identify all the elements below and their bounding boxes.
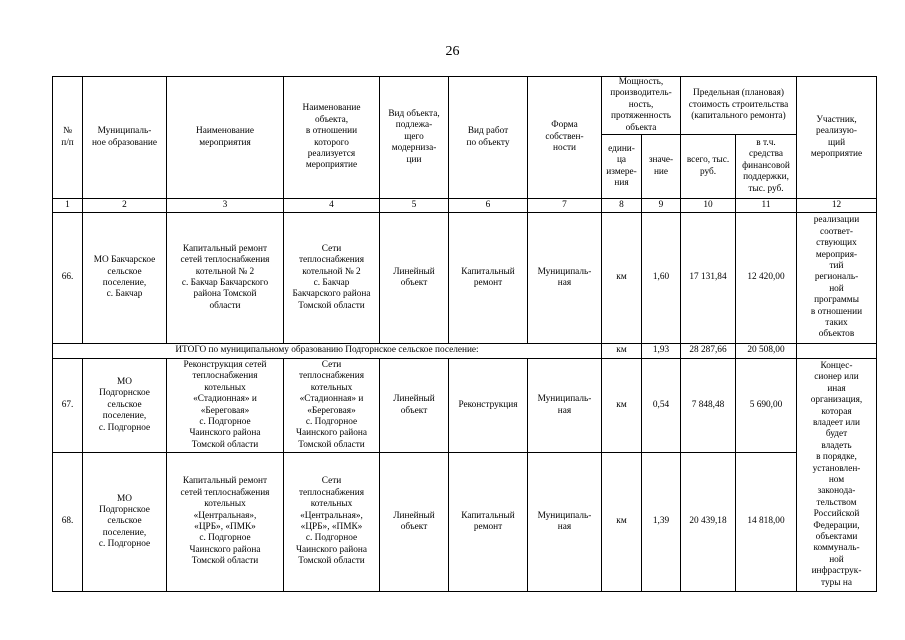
column-number: 9 [642,199,681,213]
header-total: всего, тыс. руб. [681,135,736,199]
column-number: 7 [528,199,602,213]
header-object: Наименование объекта, в отношении которого реализуется мероприятие [284,77,380,199]
header-participant: Участник, реализую- щий мероприятие [797,77,877,199]
row-unit: км [602,453,642,592]
row-measure: Капитальный ремонт сетей теплоснабжения котельной № 2 с. Бакчар Бакчарского района Томской области [167,213,284,344]
row-unit: км [602,359,642,453]
total-participant-empty [797,344,877,359]
total-unit: км [602,344,642,359]
column-number: 11 [736,199,797,213]
row-ownership: Муниципаль- ная [528,453,602,592]
column-number: 8 [602,199,642,213]
header-row [53,77,877,135]
row-total: 17 131,84 [681,213,736,344]
row-measure: Реконструкция сетей теплоснабжения котельных «Стадионная» и «Береговая» с. Подгорное Чаинского района Томской области [167,359,284,453]
row-work-type: Капитальный ремонт [449,453,528,592]
row-object: Сети теплоснабжения котельных «Стадионная» и «Береговая» с. Подгорное Чаинского района Томской области [284,359,380,453]
header-cost-group: Предельная (плановая) стоимость строительства (капитального ремонта) [681,77,797,135]
column-number: 4 [284,199,380,213]
column-number: 10 [681,199,736,213]
total-value: 1,93 [642,344,681,359]
column-number: 6 [449,199,528,213]
row-object-type: Линейный объект [380,213,449,344]
row-total: 20 439,18 [681,453,736,592]
column-number: 5 [380,199,449,213]
header-capacity-group: Мощность, производитель- ность, протяженность объекта [602,77,681,135]
header-num: № п/п [53,77,83,199]
row-measure: Капитальный ремонт сетей теплоснабжения котельных «Центральная», «ЦРБ», «ПМК» с. Подгорное Чаинского района Томской области [167,453,284,592]
row-object-type: Линейный объект [380,453,449,592]
row-value: 0,54 [642,359,681,453]
header-ownership: Форма собствен- ности [528,77,602,199]
column-number: 2 [83,199,167,213]
table-row [53,213,877,344]
row-participant: реализации соответ- ствующих мероприя- тий региональ- ной программы в отношении таких объектов [797,213,877,344]
row-work-type: Реконструкция [449,359,528,453]
header-measure: Наименование мероприятия [167,77,284,199]
row-unit: км [602,213,642,344]
row-object: Сети теплоснабжения котельной № 2 с. Бакчар Бакчарского района Томской области [284,213,380,344]
header-municipality: Муниципаль- ное образование [83,77,167,199]
header-work-type: Вид работ по объекту [449,77,528,199]
row-object-type: Линейный объект [380,359,449,453]
row-ownership: Муниципаль- ная [528,359,602,453]
row-object: Сети теплоснабжения котельных «Центральная», «ЦРБ», «ПМК» с. Подгорное Чаинского района Томской области [284,453,380,592]
page-number: 26 [445,44,460,59]
row-municipality: МО Подгорнское сельское поселение, с. Подгорное [83,453,167,592]
column-number: 1 [53,199,83,213]
row-support: 12 420,00 [736,213,797,344]
header-support: в т.ч. средства финансовой поддержки, тыс. руб. [736,135,797,199]
row-support: 5 690,00 [736,359,797,453]
program-table [52,76,877,592]
header-object-type: Вид объекта, подлежа- щего модерниза- ции [380,77,449,199]
row-total: 7 848,48 [681,359,736,453]
column-number-row [53,199,877,213]
column-number: 12 [797,199,877,213]
table-row [53,453,877,592]
row-municipality: МО Бакчарское сельское поселение, с. Бакчар [83,213,167,344]
row-municipality: МО Подгорнское сельское поселение, с. Подгорное [83,359,167,453]
total-support: 20 508,00 [736,344,797,359]
total-sum: 28 287,66 [681,344,736,359]
row-num: 67. [53,359,83,453]
row-support: 14 818,00 [736,453,797,592]
table-row [53,359,877,453]
row-value: 1,60 [642,213,681,344]
row-num: 68. [53,453,83,592]
header-unit: едини- ца измере- ния [602,135,642,199]
row-work-type: Капитальный ремонт [449,213,528,344]
row-value: 1,39 [642,453,681,592]
row-num: 66. [53,213,83,344]
row-ownership: Муниципаль- ная [528,213,602,344]
total-row [53,344,877,359]
column-number: 3 [167,199,284,213]
total-label: ИТОГО по муниципальному образованию Подгорнское сельское поселение: [53,344,602,359]
header-value: значе- ние [642,135,681,199]
row-participant: Концес- сионер или иная организация, которая владеет или будет владеть в порядке, установлен- ном законода- тельством Российской Федерации, объектами коммуналь- ной инфраструк- туры на [797,359,877,592]
